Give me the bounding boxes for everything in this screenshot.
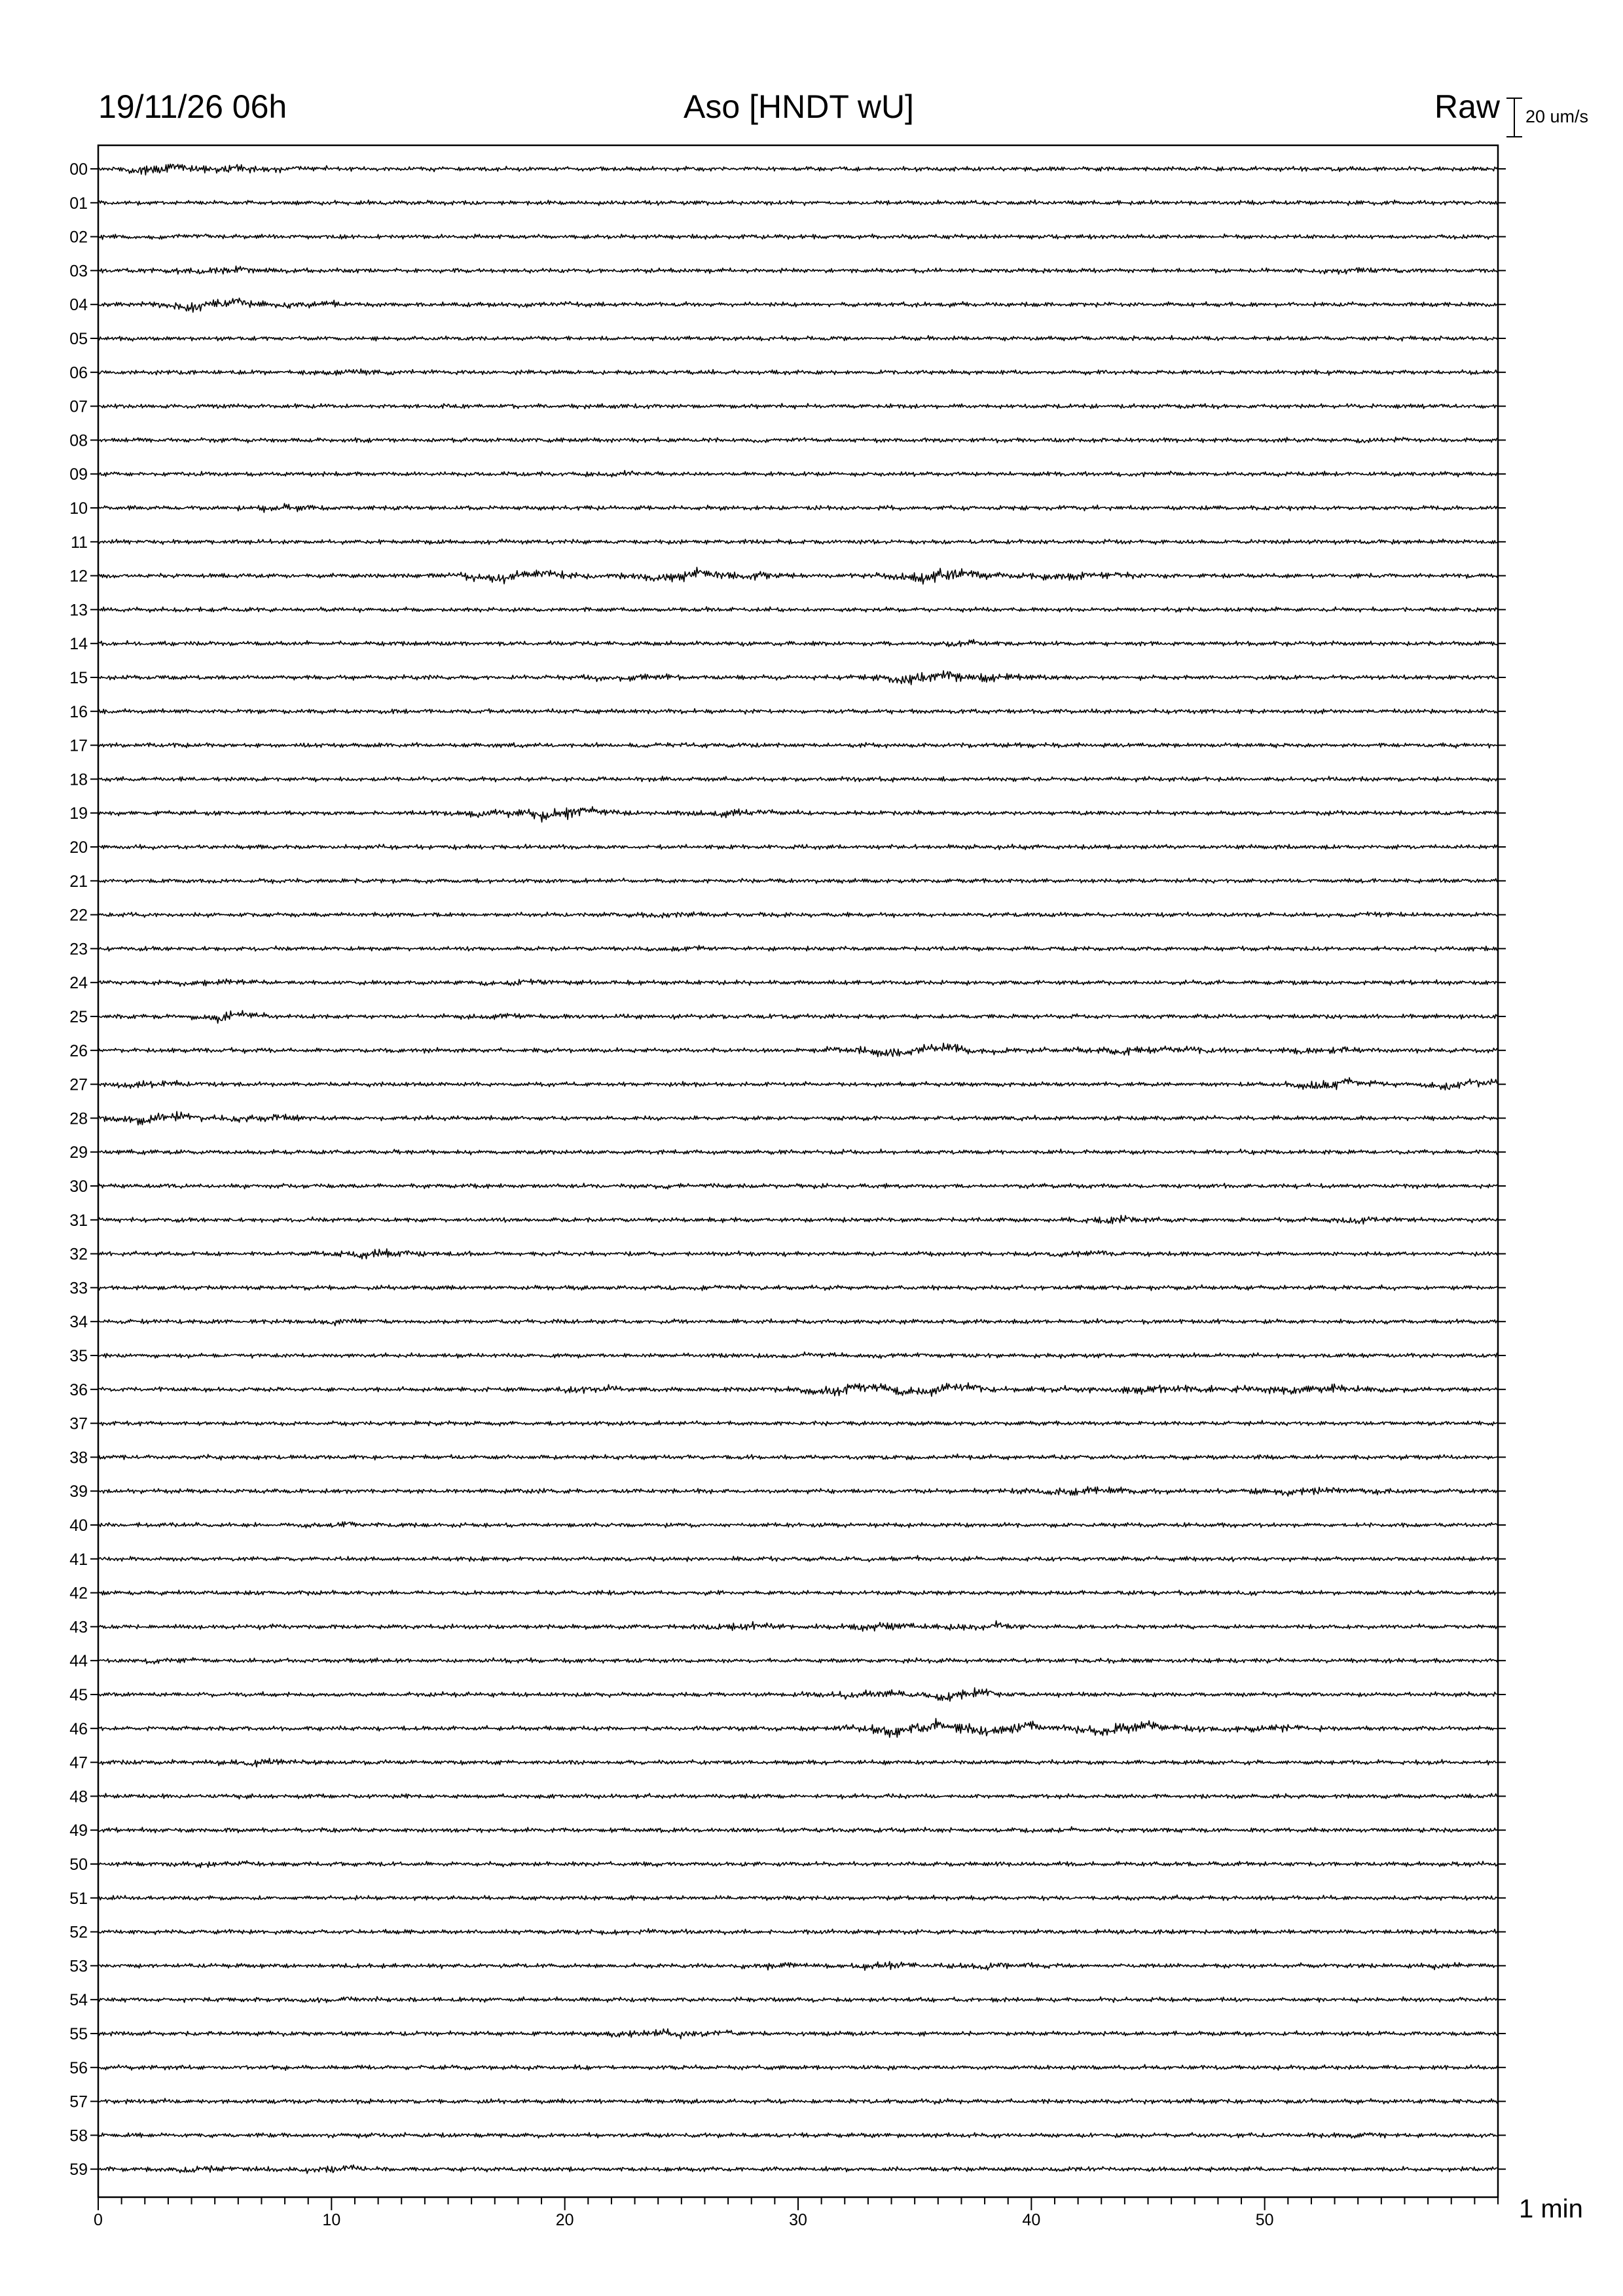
trace-row-40 — [98, 1522, 1498, 1528]
trace-row-56 — [98, 2064, 1498, 2070]
trace-row-24 — [98, 979, 1498, 986]
x-tick-label: 50 — [1255, 2211, 1274, 2229]
row-label: 12 — [69, 567, 88, 586]
header-station-title: Aso [HNDT wU] — [684, 88, 914, 125]
row-label: 04 — [69, 296, 88, 315]
row-label: 49 — [69, 1821, 88, 1840]
row-label: 30 — [69, 1177, 88, 1196]
trace-row-20 — [98, 844, 1498, 850]
trace-row-45 — [98, 1688, 1498, 1702]
row-label: 03 — [69, 262, 88, 281]
row-label: 25 — [69, 1008, 88, 1026]
row-label: 46 — [69, 1719, 88, 1738]
trace-row-07 — [98, 403, 1498, 408]
trace-row-15 — [98, 671, 1498, 685]
trace-row-50 — [98, 1861, 1498, 1868]
trace-row-42 — [98, 1590, 1498, 1596]
row-label: 24 — [69, 974, 88, 993]
trace-row-41 — [98, 1556, 1498, 1562]
row-label: 35 — [69, 1347, 88, 1365]
row-label: 19 — [69, 804, 88, 823]
row-label: 53 — [69, 1957, 88, 1976]
row-label: 14 — [69, 635, 88, 654]
trace-row-33 — [98, 1285, 1498, 1291]
trace-row-23 — [98, 945, 1498, 951]
trace-row-25 — [98, 1011, 1498, 1024]
trace-row-06 — [98, 369, 1498, 376]
row-label: 28 — [69, 1109, 88, 1128]
row-label: 23 — [69, 940, 88, 959]
x-tick-label: 10 — [322, 2211, 341, 2229]
trace-row-29 — [98, 1149, 1498, 1155]
x-axis-ticks — [98, 2197, 1498, 2210]
row-label: 51 — [69, 1889, 88, 1908]
trace-row-16 — [98, 709, 1498, 714]
header-mode-label: Raw — [1434, 88, 1500, 125]
row-label: 07 — [69, 397, 88, 416]
trace-row-18 — [98, 776, 1498, 782]
trace-row-37 — [98, 1420, 1498, 1426]
trace-row-55 — [98, 2029, 1498, 2039]
row-label: 17 — [69, 736, 88, 755]
row-label: 26 — [69, 1041, 88, 1060]
row-label: 08 — [69, 431, 88, 450]
row-label: 40 — [69, 1516, 88, 1535]
row-label: 50 — [69, 1856, 88, 1874]
row-label: 39 — [69, 1482, 88, 1501]
trace-row-13 — [98, 607, 1498, 613]
row-label: 18 — [69, 770, 88, 789]
row-label: 34 — [69, 1313, 88, 1332]
x-tick-label: 40 — [1022, 2211, 1041, 2229]
row-label: 55 — [69, 2025, 88, 2043]
trace-row-03 — [98, 266, 1498, 274]
row-label: 33 — [69, 1279, 88, 1298]
trace-row-48 — [98, 1793, 1498, 1799]
trace-row-21 — [98, 878, 1498, 884]
row-label: 16 — [69, 702, 88, 721]
row-label: 43 — [69, 1618, 88, 1637]
row-label: 20 — [69, 838, 88, 857]
trace-row-58 — [98, 2132, 1498, 2138]
trace-row-44 — [98, 1658, 1498, 1664]
trace-row-36 — [98, 1383, 1498, 1397]
row-label: 36 — [69, 1380, 88, 1399]
trace-row-01 — [98, 200, 1498, 206]
row-label: 58 — [69, 2126, 88, 2145]
row-label: 31 — [69, 1211, 88, 1230]
trace-row-32 — [98, 1249, 1498, 1259]
trace-row-53 — [98, 1962, 1498, 1971]
trace-row-14 — [98, 639, 1498, 647]
row-label: 47 — [69, 1753, 88, 1772]
x-tick-label: 0 — [94, 2211, 103, 2229]
row-label: 15 — [69, 669, 88, 687]
trace-row-39 — [98, 1486, 1498, 1496]
row-label: 44 — [69, 1652, 88, 1671]
trace-row-22 — [98, 912, 1498, 918]
trace-row-47 — [98, 1759, 1498, 1767]
row-label: 56 — [69, 2058, 88, 2077]
row-label: 13 — [69, 601, 88, 620]
trace-row-34 — [98, 1319, 1498, 1326]
row-label: 09 — [69, 465, 88, 484]
trace-row-17 — [98, 743, 1498, 749]
trace-row-31 — [98, 1215, 1498, 1224]
row-label: 37 — [69, 1414, 88, 1433]
trace-row-19 — [98, 806, 1498, 822]
row-label: 11 — [71, 533, 88, 552]
row-label: 57 — [69, 2092, 88, 2111]
trace-row-26 — [98, 1043, 1498, 1057]
row-label: 45 — [69, 1686, 88, 1704]
trace-row-49 — [98, 1827, 1498, 1833]
trace-row-12 — [98, 567, 1498, 584]
x-axis-unit-label: 1 min — [1519, 2195, 1583, 2223]
trace-row-43 — [98, 1621, 1498, 1631]
x-tick-label: 30 — [789, 2211, 807, 2229]
row-label: 41 — [69, 1550, 88, 1569]
scale-bar-label: 20 um/s — [1525, 107, 1589, 126]
row-label: 52 — [69, 1923, 88, 1942]
trace-row-30 — [98, 1183, 1498, 1189]
row-label: 22 — [69, 906, 88, 925]
row-label: 29 — [69, 1143, 88, 1162]
trace-row-05 — [98, 336, 1498, 342]
row-label: 38 — [69, 1448, 88, 1467]
x-tick-label: 20 — [555, 2211, 574, 2229]
row-label: 27 — [69, 1075, 88, 1094]
row-ticks — [90, 169, 1506, 2169]
row-label: 01 — [69, 194, 88, 213]
trace-row-38 — [98, 1454, 1498, 1460]
row-label: 21 — [69, 872, 88, 891]
trace-row-11 — [98, 539, 1498, 545]
header-datetime: 19/11/26 06h — [98, 88, 287, 125]
trace-row-46 — [98, 1719, 1498, 1738]
row-label: 00 — [69, 160, 88, 179]
trace-row-54 — [98, 1997, 1498, 2003]
trace-row-09 — [98, 471, 1498, 477]
row-label: 54 — [69, 1991, 88, 2010]
row-label: 02 — [69, 228, 88, 247]
row-label: 42 — [69, 1584, 88, 1603]
plot-frame — [98, 145, 1498, 2197]
trace-row-02 — [98, 234, 1498, 240]
row-label: 05 — [69, 330, 88, 348]
trace-row-51 — [98, 1895, 1498, 1901]
x-axis-tick-labels — [94, 2211, 1274, 2229]
row-label: 10 — [69, 499, 88, 518]
trace-row-57 — [98, 2098, 1498, 2104]
trace-row-27 — [98, 1077, 1498, 1090]
row-labels — [69, 160, 88, 2179]
trace-row-52 — [98, 1929, 1498, 1935]
row-label: 06 — [69, 363, 88, 382]
trace-row-10 — [98, 503, 1498, 512]
trace-row-28 — [98, 1111, 1498, 1125]
trace-row-04 — [98, 298, 1498, 312]
row-label: 32 — [69, 1245, 88, 1264]
trace-row-59 — [98, 2165, 1498, 2174]
trace-row-00 — [98, 164, 1498, 175]
traces — [98, 164, 1498, 2174]
trace-row-08 — [98, 437, 1498, 443]
trace-row-35 — [98, 1352, 1498, 1359]
row-label: 48 — [69, 1787, 88, 1806]
row-label: 59 — [69, 2161, 88, 2179]
